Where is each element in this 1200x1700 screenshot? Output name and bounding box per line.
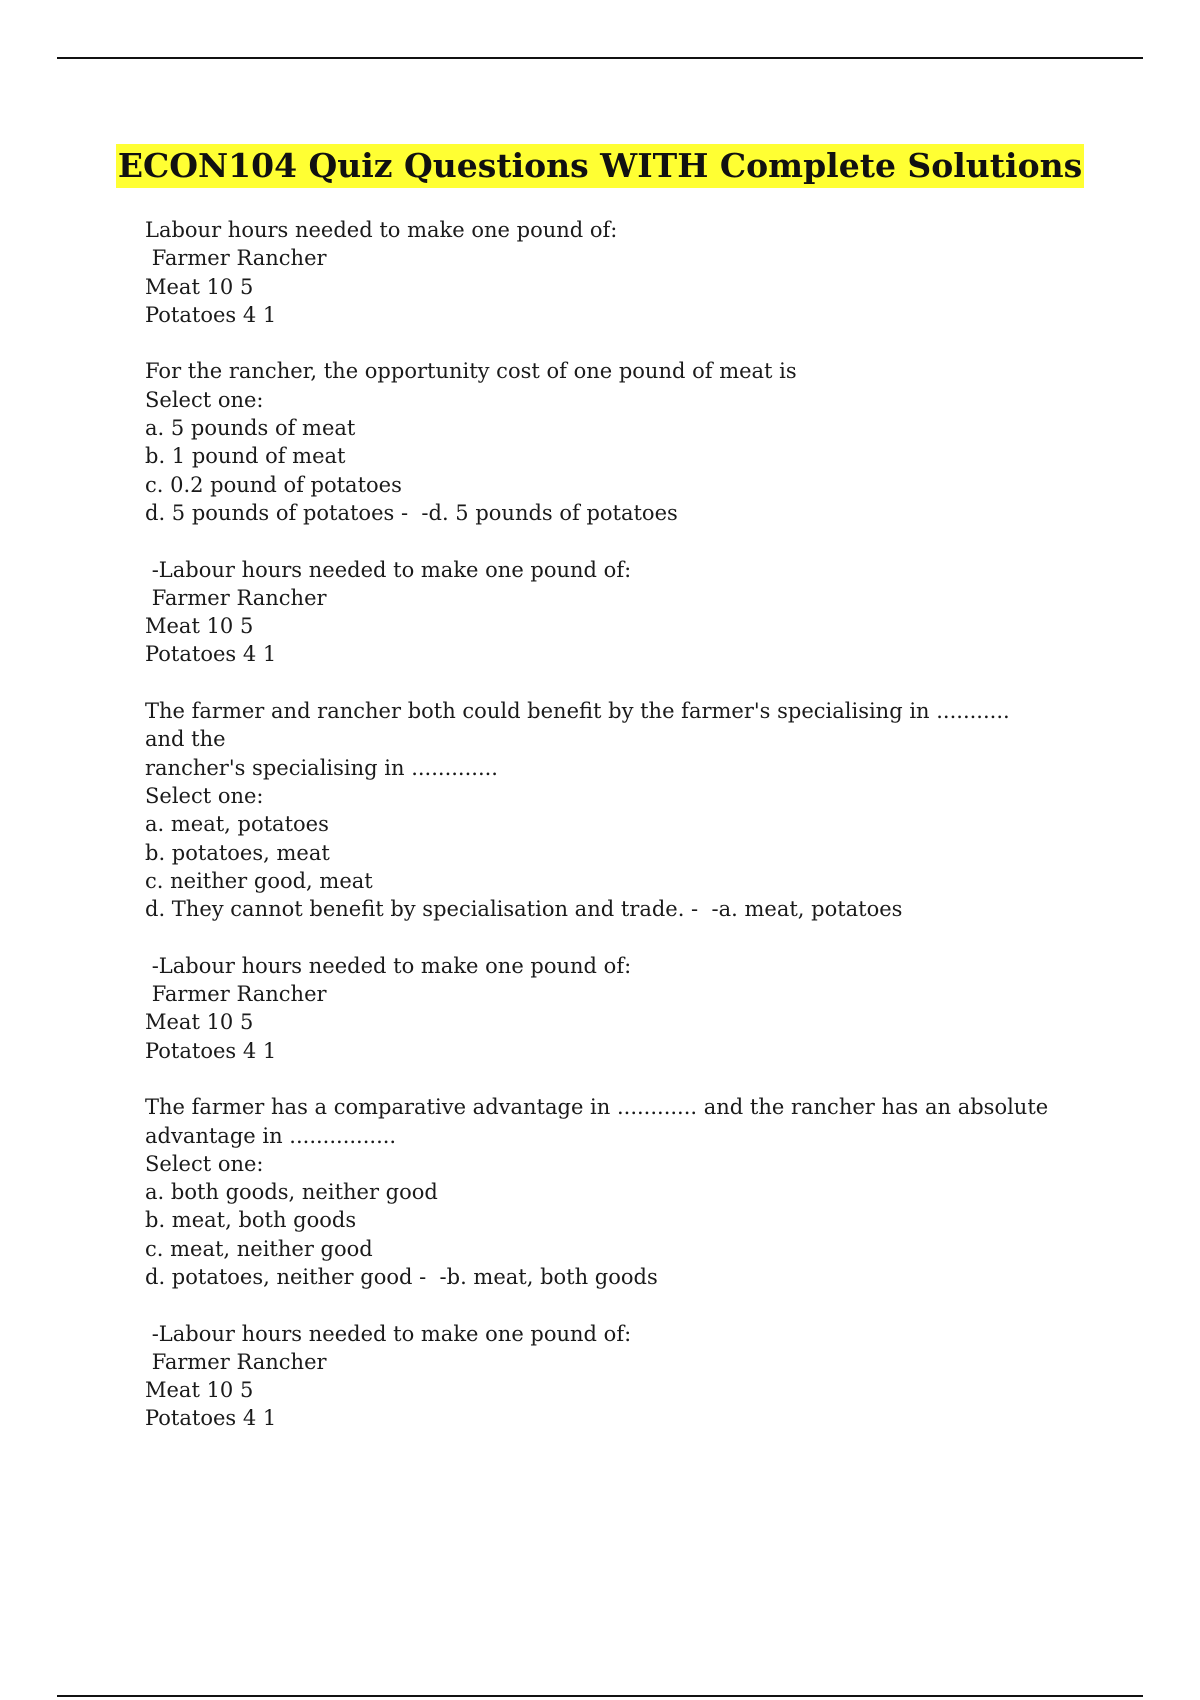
paragraph-gap — [145, 1291, 1055, 1319]
text-line: rancher's specialising in ............. — [145, 755, 498, 780]
paragraph-gap — [145, 1065, 1055, 1093]
text-line: Farmer Rancher — [145, 585, 327, 610]
text-line: c. neither good, meat — [145, 868, 373, 893]
text-line: Meat 10 5 — [145, 1010, 254, 1035]
text-block — [145, 357, 1055, 527]
text-line: a. both goods, neither good — [145, 1180, 438, 1205]
text-line: c. meat, neither good — [145, 1236, 373, 1261]
text-line: Select one: — [145, 1151, 264, 1176]
text-line: Labour hours needed to make one pound of: — [145, 218, 618, 242]
text-line: Potatoes 4 1 — [145, 1406, 277, 1431]
text-line: Meat 10 5 — [145, 274, 254, 299]
text-line: -Labour hours needed to make one pound of: — [145, 953, 632, 978]
text-line: Farmer Rancher — [145, 246, 327, 271]
paragraph-gap — [145, 329, 1055, 357]
document-title: ECON104 Quiz Questions WITH Complete Solutions — [116, 144, 1084, 188]
title-container — [0, 144, 1200, 188]
text-line: For the rancher, the opportunity cost of one pound of meat is — [145, 359, 797, 384]
text-line: Farmer Rancher — [145, 982, 327, 1007]
text-block — [145, 697, 1055, 923]
document-body — [145, 216, 1055, 1433]
text-block — [145, 1093, 1055, 1291]
paragraph-gap — [145, 527, 1055, 555]
text-line: The farmer and rancher both could benefit by the farmer's specialising in ........... and the — [145, 699, 1017, 752]
paragraph-gap — [145, 923, 1055, 951]
text-line: d. 5 pounds of potatoes - -d. 5 pounds of potatoes — [145, 500, 678, 525]
text-block — [145, 216, 1055, 329]
header-rule — [57, 57, 1143, 59]
text-line: Select one: — [145, 783, 264, 808]
text-block — [145, 556, 1055, 669]
text-line: Meat 10 5 — [145, 1378, 254, 1403]
text-line: b. 1 pound of meat — [145, 444, 346, 469]
text-line: -Labour hours needed to make one pound of: — [145, 557, 632, 582]
text-line: Potatoes 4 1 — [145, 642, 277, 667]
footer-rule — [57, 1695, 1143, 1697]
text-line: The farmer has a comparative advantage in ............ and the rancher has an absolute — [145, 1095, 1049, 1120]
text-line: -Labour hours needed to make one pound of: — [145, 1321, 632, 1346]
text-line: c. 0.2 pound of potatoes — [145, 472, 402, 497]
text-line: Potatoes 4 1 — [145, 1038, 277, 1063]
text-line: d. potatoes, neither good - -b. meat, both goods — [145, 1264, 658, 1289]
text-line: b. potatoes, meat — [145, 840, 330, 865]
text-line: a. 5 pounds of meat — [145, 416, 356, 441]
text-line: Potatoes 4 1 — [145, 302, 277, 327]
text-line: b. meat, both goods — [145, 1208, 357, 1233]
text-line: Farmer Rancher — [145, 1349, 327, 1374]
paragraph-gap — [145, 669, 1055, 697]
text-line: a. meat, potatoes — [145, 812, 329, 837]
text-line: Meat 10 5 — [145, 614, 254, 639]
text-block — [145, 1320, 1055, 1433]
text-block — [145, 952, 1055, 1065]
text-line: Select one: — [145, 387, 264, 412]
text-line: advantage in ................ — [145, 1123, 397, 1148]
text-line: d. They cannot benefit by specialisation and trade. - -a. meat, potatoes — [145, 897, 903, 922]
